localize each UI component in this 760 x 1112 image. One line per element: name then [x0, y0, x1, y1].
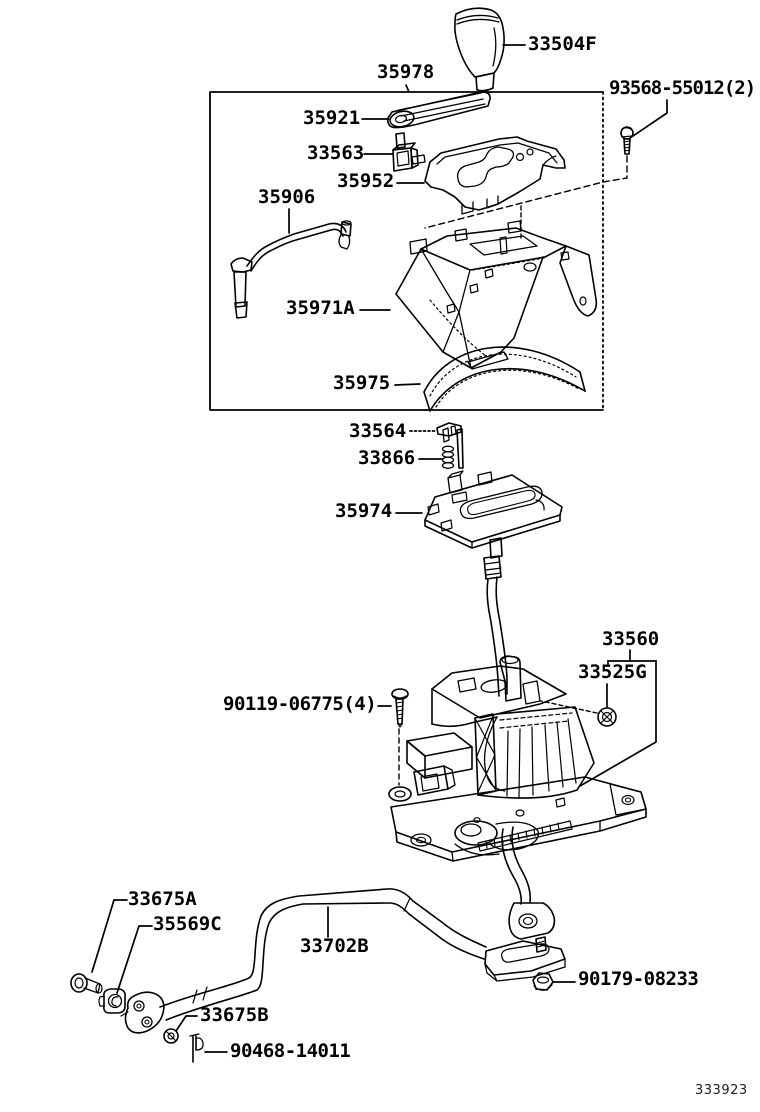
- part-label-35975: 35975: [333, 372, 391, 394]
- part-label-33525g: 33525G: [578, 661, 647, 683]
- shift-lock-button-drawing: [393, 133, 425, 171]
- part-label-33504f: 33504F: [528, 33, 597, 55]
- lock-release-clip-drawing: [437, 423, 463, 468]
- position-indicator-plate-drawing: [425, 137, 565, 214]
- grommet-35569c-drawing: [99, 989, 125, 1013]
- part-label-35952: 35952: [337, 170, 395, 192]
- mounting-bolt-drawing: [392, 689, 408, 785]
- part-label-33675a: 33675A: [128, 888, 197, 910]
- part-label-35974: 35974: [335, 500, 393, 522]
- control-rod-drawing: [121, 889, 565, 1033]
- part-label-93568: 93568-55012(2): [609, 77, 756, 99]
- slide-cover-drawing: [388, 92, 490, 129]
- part-label-90468: 90468-14011: [230, 1040, 351, 1062]
- part-label-35906: 35906: [258, 186, 316, 208]
- part-label-33563: 33563: [307, 142, 365, 164]
- part-label-35921: 35921: [303, 107, 361, 129]
- part-label-33866: 33866: [358, 447, 416, 469]
- part-label-33560: 33560: [602, 628, 660, 650]
- part-label-90179: 90179-08233: [578, 968, 699, 990]
- shift-lever-plate-sub-assembly-drawing: [425, 471, 562, 696]
- tapping-screw-drawing: [425, 127, 633, 239]
- part-label-35569c: 35569C: [153, 913, 222, 935]
- shift-knob-drawing: [455, 8, 504, 90]
- clip-90468-drawing: [190, 1034, 203, 1062]
- part-label-35971a: 35971A: [286, 297, 355, 319]
- part-label-33675b: 33675B: [200, 1004, 269, 1026]
- part-label-90119: 90119-06775(4): [223, 693, 377, 715]
- bushing-33675a-drawing: [71, 974, 102, 993]
- part-label-33564: 33564: [349, 420, 407, 442]
- sliding-cover-plate-drawing: [424, 347, 585, 411]
- figure-number: 333923: [695, 1083, 748, 1098]
- part-label-33702b: 33702B: [300, 935, 369, 957]
- part-label-35978: 35978: [377, 61, 435, 83]
- compression-spring-drawing: [443, 446, 454, 468]
- shift-lever-housing-drawing: [396, 221, 596, 368]
